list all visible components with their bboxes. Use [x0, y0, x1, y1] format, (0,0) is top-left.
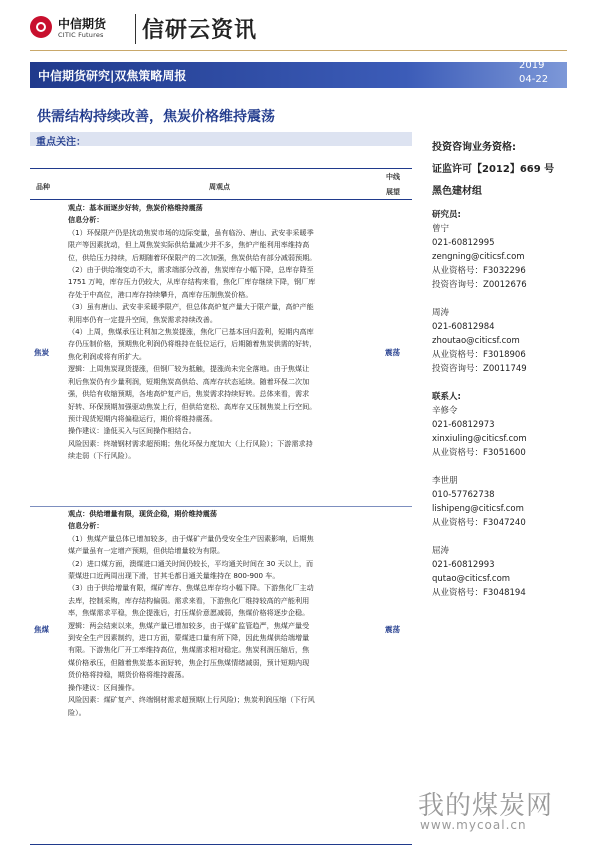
- view-line: （4）上周，焦煤承压让利加之焦炭提涨，焦化厂已基本回归盈利，短期内高库: [68, 327, 314, 337]
- contacts-label: 联系人:: [432, 392, 461, 402]
- contact-phone: 010-57762738: [432, 490, 495, 500]
- view-line: 信息分析：: [68, 215, 104, 225]
- brand-title: 信研云资讯: [142, 18, 258, 43]
- contact-phone: 021-60812993: [432, 560, 495, 570]
- view-line: 利用率仍有一定提升空间，焦炭需求持续改善。: [68, 314, 217, 324]
- view-line: 信息分析：: [68, 521, 104, 531]
- researcher-phone: 021-60812995: [432, 238, 495, 248]
- view-line: 蒙煤进口近两周出现下滑，甘其毛都日通关量维持在 800-900 车。: [68, 571, 280, 581]
- focus-bar: [30, 132, 412, 146]
- view-line: 观点：基本面逐步好转，焦炭价格维持震荡: [68, 203, 203, 212]
- researcher-name: 曾宁: [432, 224, 450, 234]
- view-line: 货价格将持稳，期货价格将维持震荡。: [68, 670, 189, 680]
- view-line: （3）由于供给增量有限，煤矿库存、焦煤总库存均小幅下降。下游焦化厂主动: [68, 583, 314, 593]
- contact-name: 屈涛: [432, 546, 450, 556]
- logo-cn-text: 中信期货: [58, 17, 107, 31]
- view-line: 操作建议：区间操作。: [68, 682, 139, 692]
- row-divider: [30, 506, 412, 507]
- view-line: 率，焦煤需求平稳，焦企提涨后，打压煤价意愿减弱，焦煤价格将逐步企稳。: [68, 608, 310, 618]
- view-line: 存仍压制价格，预期焦化利润仍将维持在低位运行，后期随着焦炭供需的好转，: [68, 339, 317, 349]
- citic-logo-icon: [30, 16, 52, 38]
- researcher-name: 周涛: [432, 308, 450, 318]
- header-rule: [30, 50, 567, 51]
- view-line: 焦化利润或将有所扩大。: [68, 351, 147, 361]
- view-line: 强，供给有收缩预期，各地高炉复产后，焦炭需求持续好转。总体来看，需求: [68, 389, 310, 399]
- header-row-divider: [30, 199, 412, 200]
- researcher-qual: 从业资格号：F3032296: [432, 266, 526, 276]
- row-outlook-coking-coal: 震荡: [385, 625, 400, 634]
- col-header-outlook-2: 展望: [386, 188, 400, 196]
- research-group: 黑色建材组: [432, 186, 482, 197]
- view-line: 存处于中高位，港口库存持续攀升，高库存压制焦炭价格。: [68, 289, 253, 299]
- watermark-url: www.mycoal.cn: [420, 818, 527, 832]
- report-date-year: 2019: [519, 60, 545, 71]
- contact-qual: 从业资格号：F3048194: [432, 588, 526, 598]
- view-line: 风险因素：煤矿复产、终端钢材需求超预期(上行风险)；焦炭利润压缩（下行风: [68, 695, 315, 705]
- view-line: （1）焦煤产量总体已增加较多，由于煤矿产量仍受安全生产因素影响，后期焦: [68, 533, 314, 543]
- researcher-invest: 投资咨询号：Z0011749: [432, 364, 527, 374]
- row-body-coke: [68, 202, 378, 463]
- contact-phone: 021-60812973: [432, 420, 495, 430]
- view-line: 到安全生产因素制约，进口方面，蒙煤进口量有所下降，因此焦煤供给端增量: [68, 633, 310, 643]
- view-line: 1751 万吨，库存压力仍较大，从库存结构来看，焦化厂库存继续下降，钢厂库: [68, 277, 316, 287]
- view-line: 逻辑：上周焦炭现货提涨，但钢厂较为抵触，提涨尚未完全落地。由于焦煤让: [68, 364, 310, 374]
- researchers-block: [432, 208, 527, 600]
- focus-label: 重点关注：: [36, 137, 86, 148]
- view-line: 险）。: [68, 707, 86, 717]
- contact-email[interactable]: xinxiuling@citicsf.com: [432, 434, 527, 444]
- col-header-view: 周观点: [209, 183, 230, 191]
- researcher-email[interactable]: zengning@citicsf.com: [432, 252, 525, 262]
- view-line: 位，供给压力持续，后期随着环保限产的二次加强，焦炭供给有部分减弱预期。: [68, 252, 317, 262]
- view-line: 煤价格承压，但随着焦炭基本面好转，焦企打压焦煤情绪减弱，预计短期内现: [68, 657, 310, 667]
- contact-qual: 从业资格号：F3047240: [432, 518, 526, 528]
- view-line: 有限。下游焦化厂开工率维持高位，焦煤需求相对稳定。焦炭利润压缩后，焦: [68, 645, 310, 655]
- view-line: （2）由于供给端变动不大，需求端部分改善，焦炭库存小幅下降，总库存降至: [68, 265, 314, 275]
- view-line: 利后焦炭仍有少量利润，短期焦炭高供给、高库存状态延续。随着环保二次加: [68, 376, 310, 386]
- contact-email[interactable]: lishipeng@citicsf.com: [432, 504, 524, 514]
- view-line: 煤产量虽有一定增产预期，但供给增量较为有限。: [68, 546, 225, 556]
- view-line: 逻辑：两会结束以来，焦煤产量已增加较多，由于煤矿监管趋严，焦煤产量受: [68, 620, 310, 630]
- researcher-email[interactable]: zhoutao@citicsf.com: [432, 336, 520, 346]
- view-line: 操作建议：逢低买入与区间操作相结合。: [68, 426, 196, 436]
- view-line: 预计现货短期内将偏稳运行，期价将维持震荡。: [68, 413, 217, 423]
- contact-name: 辛修令: [432, 406, 458, 416]
- contact-email[interactable]: qutao@citicsf.com: [432, 574, 511, 584]
- row-category-coke: 焦炭: [34, 348, 49, 357]
- view-line: （3）虽有唐山、武安非采暖季限产，但总体高炉复产量大于限产量，高炉产能: [68, 302, 314, 312]
- col-header-outlook-1: 中线: [386, 173, 400, 181]
- report-date-md: 04-22: [519, 74, 549, 85]
- contact-qual: 从业资格号：F3051600: [432, 448, 526, 458]
- researcher-qual: 从业资格号：F3018906: [432, 350, 526, 360]
- view-line: （1）环保限产仍是扰动焦炭市场的边际变量，虽有临汾、唐山、武安非采暖季: [68, 227, 314, 237]
- col-header-category: 品种: [36, 183, 50, 191]
- view-line: （2）进口煤方面，澳煤进口通关时间仍较长，平均通关时间在 30 天以上，而: [68, 558, 314, 568]
- weekly-view-table: [30, 168, 412, 845]
- contact-name: 李世朋: [432, 476, 458, 486]
- researcher-phone: 021-60812984: [432, 322, 495, 332]
- view-line: 好转、环保预期加强驱动焦炭上行，但供给宽松、高库存又压制焦炭上行空间。: [68, 401, 317, 411]
- logo-en-text: CITIC Futures: [58, 31, 104, 39]
- view-line: 观点：供给增量有限，现货企稳，期价维持震荡: [68, 509, 217, 518]
- researcher-invest: 投资咨询号：Z0012676: [432, 280, 527, 290]
- report-headline: 供需结构持续改善，焦炭价格维持震荡: [37, 109, 275, 125]
- row-category-coking-coal: 焦煤: [34, 625, 49, 634]
- view-line: 续走弱（下行风险）。: [68, 451, 136, 461]
- view-line: 风险因素：终端钢材需求超预期；焦化环保力度加大（上行风险）；下游需求持: [68, 438, 313, 448]
- row-body-coking-coal: [68, 508, 378, 719]
- view-line: 去库，控制采购，库存结构偏弱。需求来看，下游焦化厂维持较高的产能利用: [68, 595, 310, 605]
- view-line: 限产等因素扰动，但上周焦炭实际供给量减少并不多，焦炉产能利用率维持高: [68, 240, 310, 250]
- report-series-title: 中信期货研究|双焦策略周报: [38, 69, 187, 83]
- researchers-label: 研究员:: [432, 210, 461, 220]
- row-outlook-coke: 震荡: [385, 348, 400, 357]
- license-number: 证监许可【2012】669 号: [432, 164, 555, 175]
- header-divider: [135, 14, 136, 44]
- watermark-cn: 我的煤炭网: [418, 791, 554, 821]
- qualification-label: 投资咨询业务资格:: [432, 142, 516, 153]
